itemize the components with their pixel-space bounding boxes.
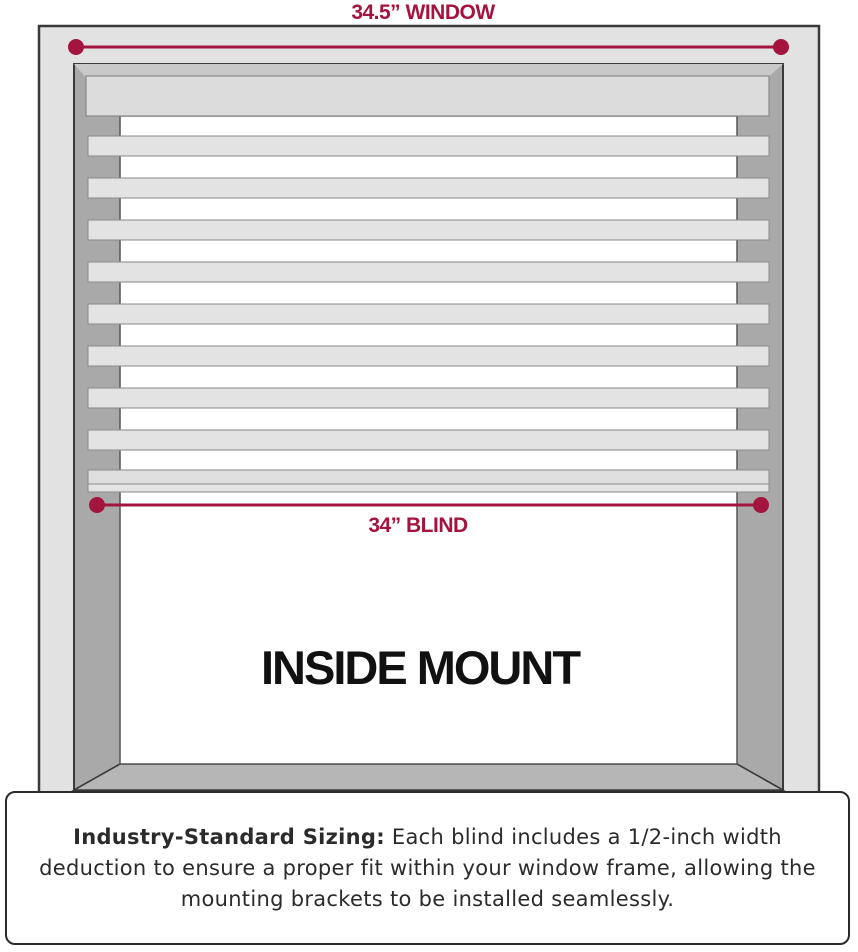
blind-slat — [88, 430, 769, 450]
blind-slat — [88, 346, 769, 366]
blind-slat — [88, 178, 769, 198]
window-width-start-dot — [68, 39, 84, 55]
blind-width-start-dot — [89, 497, 105, 513]
blind-slat — [88, 220, 769, 240]
window-width-end-dot — [773, 39, 789, 55]
mount-type-label: INSIDE MOUNT — [260, 641, 580, 694]
blind-slat — [88, 136, 769, 156]
caption-box — [5, 791, 850, 945]
blind-slats — [88, 136, 769, 492]
caption-body: Each blind includes a 1/2-inch width deduction to ensure a proper fit within your window frame, allowing the mounting brackets to be installed seamlessly. — [39, 824, 816, 911]
blind-width-label: 34” BLIND — [368, 514, 468, 537]
blind-slat — [88, 388, 769, 408]
window-width-label: 34.5” WINDOW — [351, 1, 495, 24]
blind-width-end-dot — [753, 497, 769, 513]
blind-slat — [88, 304, 769, 324]
blind-bottom-rail — [88, 470, 769, 484]
caption-text — [29, 822, 826, 915]
frame-bevel-bottom — [74, 764, 783, 790]
blind-headrail — [86, 76, 769, 116]
caption-lead: Industry-Standard Sizing: — [73, 824, 385, 849]
blind-slat — [88, 262, 769, 282]
